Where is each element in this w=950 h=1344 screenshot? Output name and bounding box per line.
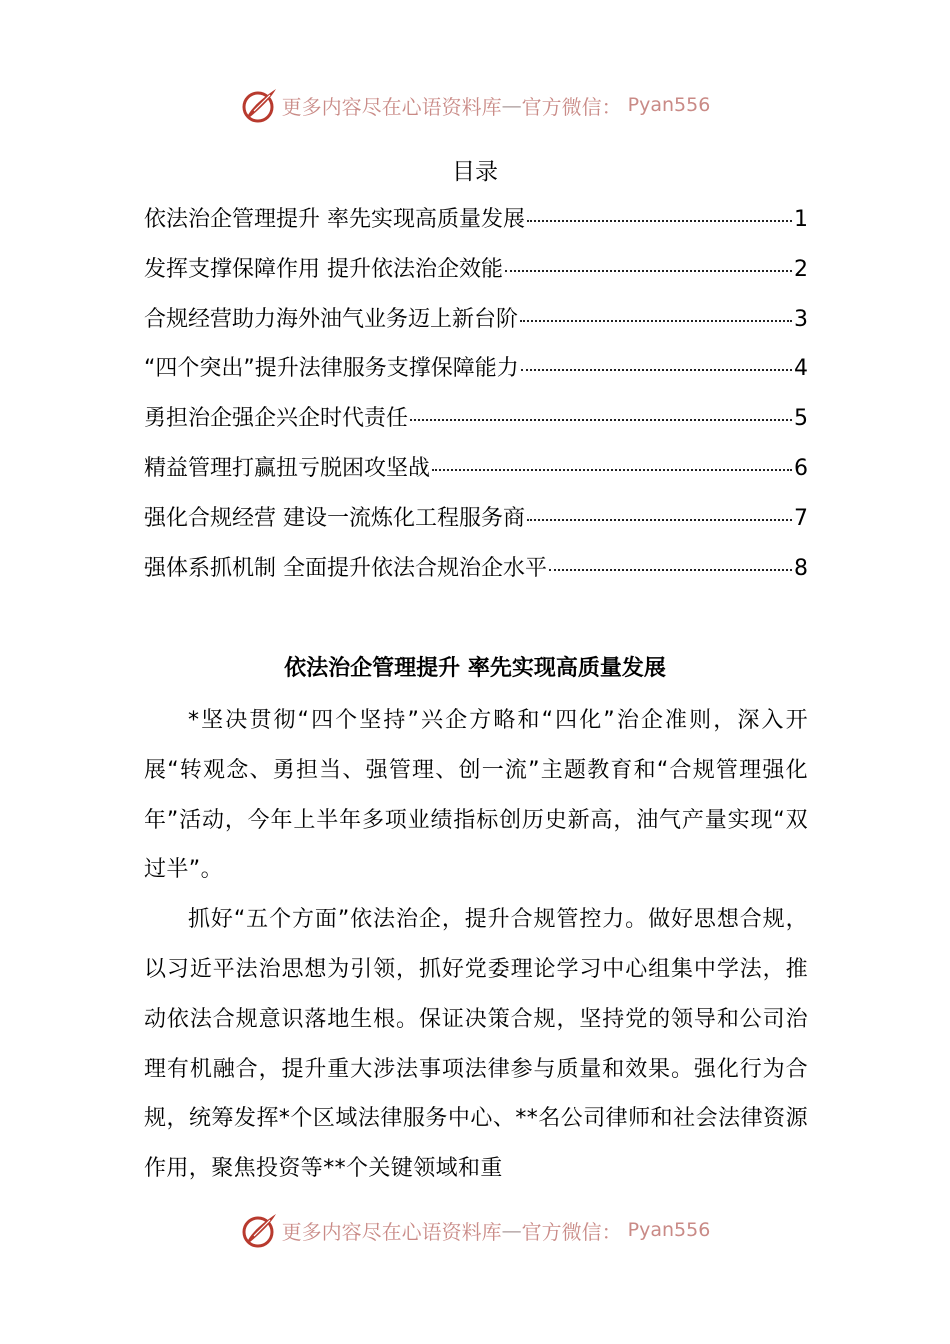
toc-item-title: 精益管理打赢扭亏脱困攻坚战 [144, 455, 431, 481]
banner-official-label: 官方微信： [521, 1219, 622, 1244]
article-title: 依法治企管理提升 率先实现高质量发展 [284, 656, 666, 681]
banner-text: 更多内容尽在心语资料库 [281, 1219, 502, 1244]
toc-leader-dots [410, 419, 792, 421]
toc-item-page: 6 [794, 455, 808, 481]
banner-wechat-id: Pyan556 [627, 1219, 711, 1241]
article-paragraph: *坚决贯彻“四个坚持”兴企方略和“四化”治企准则，深入开展“转观念、勇担当、强管理、创一流”主题教育和“合规管理强化年”活动，今年上半年多项业绩指标创历史新高，油气产量实现“双过半”。 [144, 708, 808, 883]
banner-separator: — [501, 93, 522, 117]
toc-leader-dots [432, 469, 792, 471]
toc-item-page: 1 [794, 207, 808, 232]
quill-logo-icon [240, 85, 280, 125]
toc-item[interactable] [144, 446, 808, 496]
toc-item[interactable] [144, 346, 808, 396]
header-watermark [0, 80, 950, 130]
article-paragraph: 抓好“五个方面”依法治企，提升合规管控力。做好思想合规，以习近平法治思想为引领，抓好党委理论学习中心组集中学法，推动依法合规意识落地生根。保证决策合规，坚持党的领导和公司治理有机融合，提升重大涉法事项法律参与质量和效果。强化行为合规，统筹发挥*个区域法律服务中心、**名公司律师和社会法律资源作用，聚焦投资等**个关键领域和重 [144, 907, 808, 1182]
toc-item-page: 7 [794, 505, 808, 531]
banner-official-label: 官方微信： [521, 94, 622, 119]
toc-item[interactable] [144, 197, 808, 247]
quill-logo-icon [240, 1210, 280, 1250]
toc-title: 目录 [452, 159, 498, 185]
toc-leader-dots [520, 320, 792, 322]
toc-item-title: 强体系抓机制 全面提升依法合规治企水平 [144, 555, 547, 581]
toc-item-title: 依法治企管理提升 率先实现高质量发展 [144, 207, 525, 232]
toc-leader-dots [527, 220, 792, 222]
toc-item[interactable] [144, 247, 808, 297]
toc-item[interactable] [144, 297, 808, 347]
toc-leader-dots [527, 519, 792, 521]
toc-item-title: 强化合规经营 建设一流炼化工程服务商 [144, 505, 525, 531]
toc-leader-dots [505, 270, 792, 272]
toc-item[interactable] [144, 396, 808, 446]
article-body [144, 696, 808, 1194]
banner-separator: — [501, 1218, 522, 1242]
footer-watermark [0, 1205, 950, 1255]
table-of-contents [144, 197, 808, 595]
toc-item-page: 2 [794, 256, 808, 282]
toc-item[interactable] [144, 496, 808, 546]
toc-item-page: 8 [794, 555, 808, 581]
toc-item-page: 5 [794, 406, 808, 432]
banner-text: 更多内容尽在心语资料库 [281, 94, 502, 119]
banner-wechat-id: Pyan556 [627, 94, 711, 116]
toc-leader-dots [549, 569, 792, 571]
toc-item-title: “四个突出”提升法律服务支撑保障能力 [144, 356, 519, 382]
toc-item-title: 发挥支撑保障作用 提升依法治企效能 [144, 256, 503, 282]
toc-item-page: 4 [794, 356, 808, 382]
toc-item-title: 勇担治企强企兴企时代责任 [144, 406, 409, 432]
toc-item[interactable] [144, 546, 808, 596]
toc-item-page: 3 [794, 306, 808, 332]
toc-item-title: 合规经营助力海外油气业务迈上新台阶 [144, 306, 519, 332]
toc-leader-dots [521, 369, 792, 371]
